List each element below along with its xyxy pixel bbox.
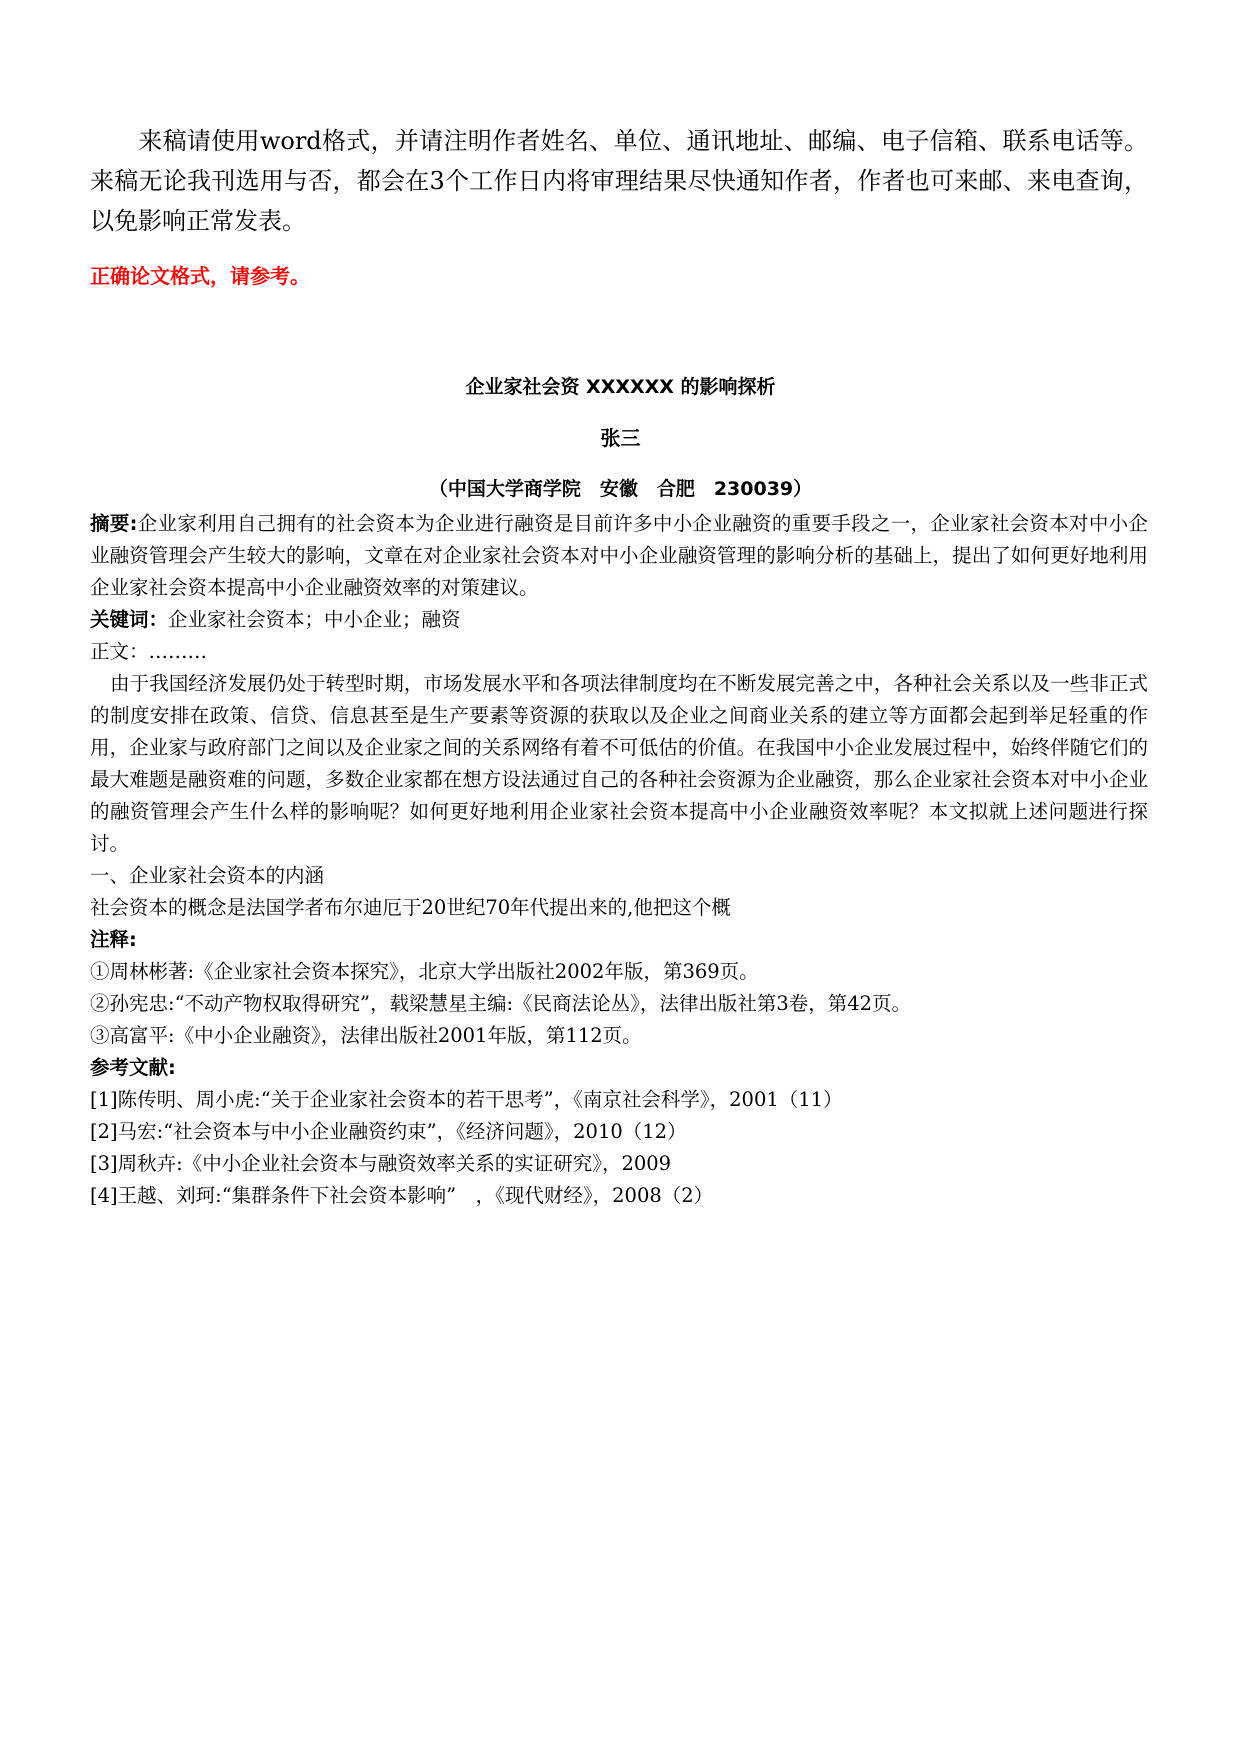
section-text: 社会资本的概念是法国学者布尔迪厄于20世纪70年代提出来的,他把这个概 <box>90 896 731 919</box>
abstract-label: 摘要: <box>90 512 138 535</box>
body-dots: ……… <box>148 640 208 663</box>
section-heading: 一、企业家社会资本的内涵 <box>90 864 325 887</box>
note-item: ①周林彬著:《企业家社会资本探究》，北京大学出版社2002年版，第369页。 <box>90 960 759 983</box>
paper-body <box>90 508 1148 1212</box>
paper-affiliation: （中国大学商学院 安徽 合肥 230039） <box>428 478 813 500</box>
reference-item: [1]陈传明、周小虎:“关于企业家社会资本的若干思考”，《南京社会科学》，2001（11） <box>90 1088 843 1111</box>
instructions-text: 来稿请使用word格式，并请注明作者姓名、单位、通讯地址、邮编、电子信箱、联系电话等。来稿无论我刊选用与否，都会在3个工作日内将审理结果尽快通知作者，作者也可来邮、来电查询，以免影响正常发表。 <box>90 127 1148 235</box>
note-item: ③高富平:《中小企业融资》，法律出版社2001年版，第112页。 <box>90 1024 642 1047</box>
keywords-label: 关键词： <box>90 608 169 631</box>
body-paragraph-text: 由于我国经济发展仍处于转型时期，市场发展水平和各项法律制度均在不断发展完善之中，各种社会关系以及一些非正式的制度安排在政策、信贷、信息甚至是生产要素等资源的获取以及企业之间商业关系的建立等方面都会起到举足轻重的作用，企业家与政府部门之间以及企业家之间的关系网络有着不可低估的价值。在我国中小企业发展过程中，始终伴随它们的最大难题是融资难的问题，多数企业家都在想方设法通过自己的各种社会资源为企业融资，那么企业家社会资本对中小企业的融资管理会产生什么样的影响呢？如何更好地利用企业家社会资本提高中小企业融资效率呢？本文拟就上述问题进行探讨。 <box>90 672 1148 855</box>
note-item: ②孙宪忠:“不动产物权取得研究”，载梁慧星主编:《民商法论丛》，法律出版社第3卷，第42页。 <box>90 992 912 1015</box>
body-label-line <box>90 636 1148 668</box>
abstract <box>90 508 1148 604</box>
paper-author: 张三 <box>600 426 641 450</box>
body-paragraph <box>90 668 1148 860</box>
submission-instructions <box>90 121 1148 241</box>
keywords <box>90 604 1148 636</box>
body-label: 正文： <box>90 640 149 663</box>
keywords-text: 企业家社会资本；中小企业；融资 <box>168 608 461 631</box>
reference-item: [2]马宏:“社会资本与中小企业融资约束”，《经济问题》，2010（12） <box>90 1120 687 1143</box>
reference-item: [3]周秋卉:《中小企业社会资本与融资效率关系的实证研究》，2009 <box>90 1152 672 1175</box>
abstract-text: 企业家利用自己拥有的社会资本为企业进行融资是目前许多中小企业融资的重要手段之一，企业家社会资本对中小企业融资管理会产生较大的影响，文章在对企业家社会资本对中小企业融资管理的影响分析的基础上，提出了如何更好地利用企业家社会资本提高中小企业融资效率的对策建议。 <box>90 512 1148 599</box>
format-notice: 正确论文格式，请参考。 <box>90 264 310 288</box>
paper-title: 企业家社会资 XXXXXX 的影响探析 <box>465 376 776 398</box>
reference-item: [4]王越、刘珂:“集群条件下社会资本影响” ，《现代财经》，2008（2） <box>90 1184 714 1207</box>
references-label: 参考文献: <box>90 1056 176 1079</box>
notes-label: 注释: <box>90 928 137 951</box>
